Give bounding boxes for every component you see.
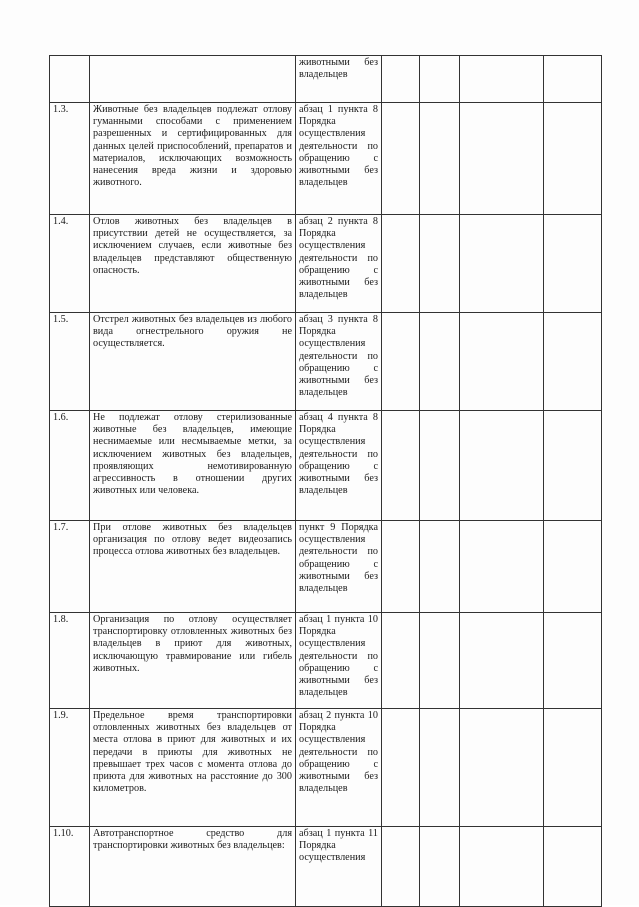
table-row: [50, 521, 602, 613]
requirement-text: Отлов животных без владельцев в присутствии детей не осуществляется, за исключением случаев, если животные без владельцев представляют общественную опасность.: [90, 215, 296, 313]
checklist-table: [49, 55, 602, 907]
check-cell: [382, 411, 420, 521]
check-cell: [544, 521, 602, 613]
check-cell: [420, 827, 460, 907]
check-cell: [544, 56, 602, 103]
table-row: [50, 313, 602, 411]
row-number: 1.7.: [50, 521, 90, 613]
check-cell: [382, 215, 420, 313]
row-number: 1.5.: [50, 313, 90, 411]
legal-reference: абзац 2 пункта 8 Порядка осуществления деятельности по обращению с животными без владельцев: [296, 215, 382, 313]
check-cell: [382, 313, 420, 411]
requirement-text: Предельное время транспортировки отловленных животных без владельцев от места отлова в приют для животных и их передачи в приюты для животных не превышает трех часов с момента отлова до приюта для животных на расстояние до 300 километров.: [90, 709, 296, 827]
row-number: 1.10.: [50, 827, 90, 907]
table-row: [50, 56, 602, 103]
table-row: [50, 215, 602, 313]
check-cell: [544, 103, 602, 215]
check-cell: [382, 521, 420, 613]
check-cell: [544, 709, 602, 827]
legal-reference: абзац 2 пункта 10 Порядка осуществления деятельности по обращению с животными без владельцев: [296, 709, 382, 827]
check-cell: [460, 521, 544, 613]
requirement-text: [90, 56, 296, 103]
check-cell: [420, 521, 460, 613]
check-cell: [382, 709, 420, 827]
table-body: [50, 56, 602, 907]
legal-reference: абзац 3 пункта 8 Порядка осуществления деятельности по обращению с животными без владельцев: [296, 313, 382, 411]
check-cell: [420, 56, 460, 103]
table-row: [50, 827, 602, 907]
requirement-text: Не подлежат отлову стерилизованные животные без владельцев, имеющие неснимаемые или несмываемые метки, за исключением животных без владельцев, проявляющих немотивированную агрессивность в отношении других животных или человека.: [90, 411, 296, 521]
row-number: 1.6.: [50, 411, 90, 521]
requirement-text: Животные без владельцев подлежат отлову гуманными способами с применением разрешенных и сертифицированных для данных целей приспособлений, препаратов и материалов, исключающих возможность нанесения вреда жизни и здоровью животного.: [90, 103, 296, 215]
requirement-text: При отлове животных без владельцев организация по отлову ведет видеозапись процесса отлова животных без владельцев.: [90, 521, 296, 613]
table-row: [50, 613, 602, 709]
row-number: 1.8.: [50, 613, 90, 709]
legal-reference: пункт 9 Порядка осуществления деятельности по обращению с животными без владельцев: [296, 521, 382, 613]
table-row: [50, 411, 602, 521]
requirement-text: Автотранспортное средство для транспортировки животных без владельцев:: [90, 827, 296, 907]
check-cell: [460, 827, 544, 907]
check-cell: [460, 313, 544, 411]
legal-reference: животными без владельцев: [296, 56, 382, 103]
row-number: [50, 56, 90, 103]
check-cell: [460, 709, 544, 827]
legal-reference: абзац 1 пункта 11 Порядка осуществления: [296, 827, 382, 907]
check-cell: [544, 411, 602, 521]
table-row: [50, 103, 602, 215]
check-cell: [420, 411, 460, 521]
check-cell: [460, 411, 544, 521]
check-cell: [460, 103, 544, 215]
row-number: 1.4.: [50, 215, 90, 313]
row-number: 1.9.: [50, 709, 90, 827]
legal-reference: абзац 1 пункта 10 Порядка осуществления деятельности по обращению с животными без владельцев: [296, 613, 382, 709]
requirement-text: Организация по отлову осуществляет транспортировку отловленных животных без владельцев в приют для животных, исключающую травмирование или гибель животных.: [90, 613, 296, 709]
table-row: [50, 709, 602, 827]
check-cell: [382, 827, 420, 907]
check-cell: [460, 215, 544, 313]
check-cell: [544, 827, 602, 907]
requirement-text: Отстрел животных без владельцев из любого вида огнестрельного оружия не осуществляется.: [90, 313, 296, 411]
check-cell: [420, 103, 460, 215]
row-number: 1.3.: [50, 103, 90, 215]
check-cell: [460, 56, 544, 103]
check-cell: [460, 613, 544, 709]
check-cell: [544, 215, 602, 313]
check-cell: [544, 613, 602, 709]
check-cell: [382, 56, 420, 103]
check-cell: [544, 313, 602, 411]
check-cell: [420, 313, 460, 411]
check-cell: [420, 215, 460, 313]
check-cell: [420, 613, 460, 709]
legal-reference: абзац 1 пункта 8 Порядка осуществления деятельности по обращению с животными без владельцев: [296, 103, 382, 215]
check-cell: [420, 709, 460, 827]
check-cell: [382, 613, 420, 709]
check-cell: [382, 103, 420, 215]
legal-reference: абзац 4 пункта 8 Порядка осуществления деятельности по обращению с животными без владельцев: [296, 411, 382, 521]
